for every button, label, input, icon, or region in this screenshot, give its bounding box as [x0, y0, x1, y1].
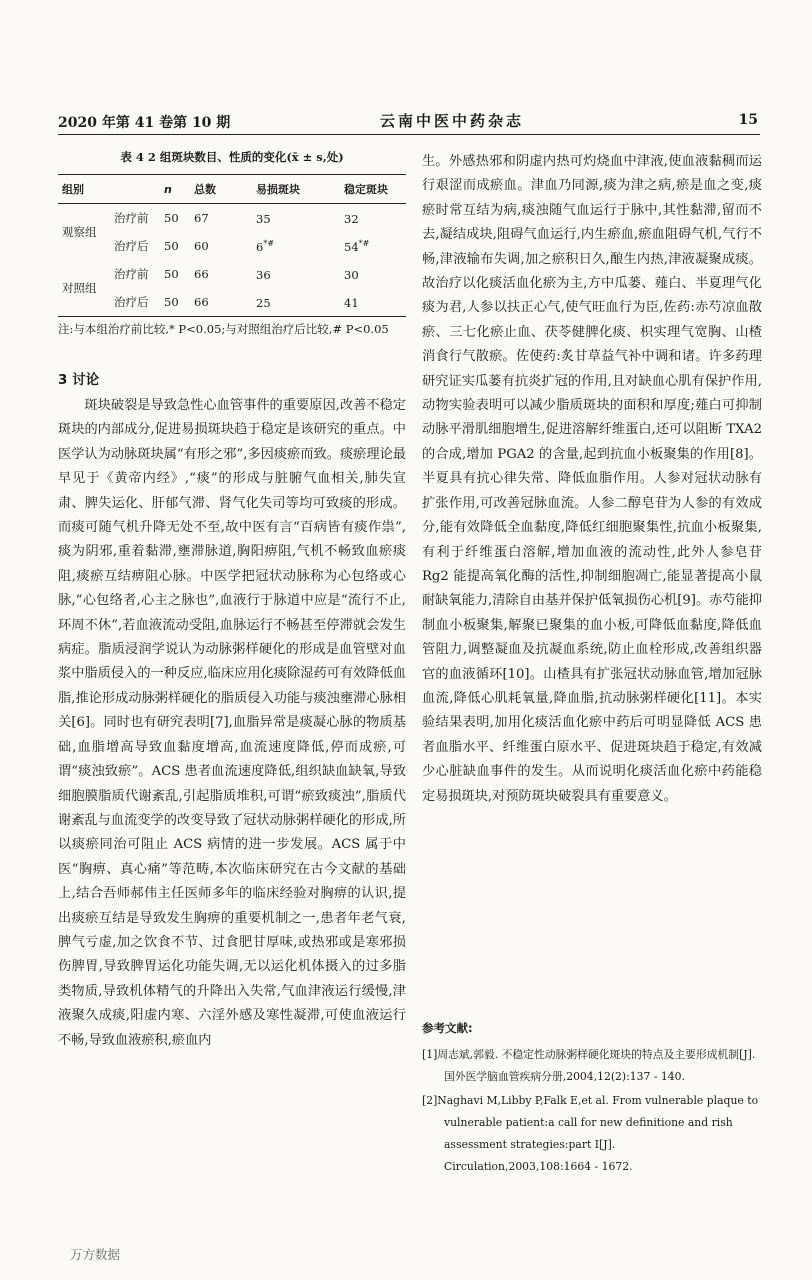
page-number: 15 — [738, 112, 758, 128]
stable-cell: 54*# — [344, 238, 370, 254]
group-label: 对照组 — [62, 281, 97, 295]
vulnerable-cell: 35 — [256, 211, 271, 226]
n-cell: 50 — [164, 239, 179, 253]
n-cell: 50 — [164, 295, 179, 309]
header-rule — [58, 134, 760, 135]
reference-item: [1]周志斌,郭毅. 不稳定性动脉粥样硬化斑块的特点及主要形成机制[J]. 国外医学脑血管疾病分册,2004,12(2):137 - 140. — [422, 1048, 756, 1083]
running-header — [58, 110, 758, 134]
n-cell: 50 — [164, 267, 179, 281]
header-group: 组别 — [62, 183, 84, 196]
watermark: 万方数据 — [70, 1247, 121, 1262]
reference-item: [2]Naghavi M,Libby P,Falk E,et al. From vulnerable plaque to vulnerable patient:a call for new definitione and rish assessment strategies:part Ⅰ[J]. Circulation,2003,108:1664 - 1672. — [422, 1094, 759, 1173]
discussion-text-right: 生。外感热邪和阴虚内热可灼烧血中津液,使血液黏稠而运行艰涩而成瘀血。津血乃同源,痰为津之病,瘀是血之变,痰瘀时常互结为病,痰浊随气血运行于脉中,其性黏滞,留而不去,凝结成块,阻碍气血运行,内生瘀血,瘀血阻碍气机,气行不畅,津液输布失调,加之瘀积日久,酿生内热,津液凝聚成痰。故治疗以化痰活血化瘀为主,方中瓜蒌、薤白、半夏理气化痰为君,人参以扶正心气,使气旺血行为臣,佐药:赤芍凉血散瘀、三七化瘀止血、茯苓健脾化痰、枳实理气宽胸、山楂消食行气散瘀。佐使药:炙甘草益气补中调和诸。许多药理研究证实瓜蒌有抗炎扩冠的作用,且对缺血心肌有保护作用,动物实验表明可以减少脂质斑块的面积和厚度;薤白可抑制动脉平滑肌细胞增生,促进溶解纤维蛋白,还可以阻断 TXA2 的合成,增加 PGA2 的含量,起到抗血小板聚集的作用[8]。半夏具有抗心律失常、降低血脂作用。人参对冠状动脉有扩张作用,可改善冠脉血流。人参二醇皂苷为人参的有效成分,能有效降低全血黏度,降低红细胞聚集性,抗血小板聚集,有利于纤维蛋白溶解,增加血液的流动性,此外人参皂苷 Rg2 能提高氧化酶的活性,抑制细胞凋亡,能显著提高小鼠耐缺氧能力,清除自由基并保护低氧损伤心机[9]。赤芍能抑制血小板聚集,解聚已聚集的血小板,可降低血黏度,降低血管阻力,调整凝血及抗凝血系统,防止血栓形成,改善组织器官的血液循环[10]。山楂具有扩张冠状动脉血管,增加冠脉血流,降低心肌耗氧量,降血脂,抗动脉粥样硬化[11]。本实验结果表明,加用化痰活血化瘀中药后可明显降低 ACS 患者血脂水平、纤维蛋白原水平、促进斑块趋于稳定,有效减少心脏缺血事件的发生。从而说明化痰活血化瘀中药能稳定易损斑块,对预防斑块破裂具有重要意义。 — [422, 154, 762, 804]
table-row — [58, 288, 406, 317]
group-label: 观察组 — [62, 225, 97, 239]
table-title: 表 4 2 组斑块数目、性质的变化(x̄ ± s,处) — [120, 150, 344, 164]
stage-cell: 治疗前 — [114, 211, 149, 225]
vulnerable-cell: 25 — [256, 295, 271, 310]
total-cell: 60 — [194, 239, 209, 253]
discussion-text-left: 斑块破裂是导致急性心血管事件的重要原因,改善不稳定斑块的内部成分,促进易损斑块趋于稳定是该研究的重点。中医学认为动脉斑块属“有形之邪”,多因痰瘀而致。痰瘀理论最早见于《黄帝内经》,“痰”的形成与脏腑气血相关,肺失宣肃、脾失运化、肝郁气滞、肾气化失司等均可致痰的形成。而痰可随气机升降无处不至,故中医有言“百病皆有痰作祟”,痰为阴邪,重着黏滞,壅滞脉道,胸阳痹阻,气机不畅致血瘀痰阻,痰瘀互结痹阻心脉。中医学把冠状动脉称为心包络或心脉,“心包络者,心主之脉也”,血液行于脉道中应是“流行不止,环周不休”,若血液流动受阻,血脉运行不畅甚至停滞就会发生病症。脂质浸润学说认为动脉粥样硬化的形成是血管壁对血浆中脂质侵入的一种反应,临床应用化痰除湿药可有效降低血脂,推论形成动脉粥样硬化的脂质侵入功能与痰浊壅滞心脉相关[6]。同时也有研究表明[7],血脂异常是痰凝心脉的物质基础,血脂增高导致血黏度增高,血流速度降低,停而成瘀,可谓“痰浊致瘀”。ACS 患者血流速度降低,组织缺血缺氧,导致细胞膜脂质代谢紊乱,引起脂质堆积,可谓“瘀致痰浊”,脂质代谢紊乱与血流变学的改变导致了冠状动脉粥样硬化的形成,所以痰瘀同治可阻止 ACS 病情的进一步发展。ACS 属于中医“胸痹、真心痛”等范畴,本次临床研究在古今文献的基础上,结合吾师郝伟主任医师多年的临床经验对胸痹的认识,提出痰瘀互结是导致发生胸痹的重要机制之一,患者年老气衰,脾气亏虚,加之饮食不节、过食肥甘厚味,或热邪或是寒邪损伤脾胃,导致脾胃运化功能失调,无以运化机体摄入的过多脂类物质,导致机体精气的升降出入失常,气血津液运行缓慢,津液聚久成痰,阳虚内寒、六淫外感及寒性凝滞,可使血液运行不畅,导致血液瘀积,瘀血内 — [58, 398, 406, 1048]
total-cell: 66 — [194, 295, 209, 309]
vulnerable-cell: 36 — [256, 267, 271, 282]
header-vulnerable: 易损斑块 — [256, 183, 300, 196]
total-cell: 67 — [194, 211, 209, 225]
table-row — [58, 260, 406, 288]
plaque-table — [58, 174, 406, 317]
header-stable: 稳定斑块 — [344, 183, 388, 196]
n-cell: 50 — [164, 211, 179, 225]
header-stage — [110, 175, 160, 204]
table-row — [58, 232, 406, 260]
header-n: n — [164, 182, 172, 196]
stable-cell: 32 — [344, 211, 359, 226]
header-total: 总数 — [194, 183, 216, 196]
table-row — [58, 204, 406, 233]
stage-cell: 治疗后 — [114, 239, 149, 253]
references-heading: 参考文献: — [422, 1021, 473, 1035]
reference-list — [422, 1044, 762, 1180]
issue-info: 2020 年第 41 卷第 10 期 — [58, 115, 231, 131]
table-note: 注:与本组治疗前比较,* P<0.05;与对照组治疗后比较,# P<0.05 — [58, 322, 389, 336]
stable-cell: 41 — [344, 295, 359, 310]
stage-cell: 治疗前 — [114, 267, 149, 281]
section-heading: 3 讨论 — [58, 372, 100, 388]
journal-title: 云南中医中药杂志 — [380, 112, 525, 130]
stable-cell: 30 — [344, 267, 359, 282]
stage-cell: 治疗后 — [114, 295, 149, 309]
total-cell: 66 — [194, 267, 209, 281]
vulnerable-cell: 6*# — [256, 238, 275, 254]
table-header-row — [58, 175, 406, 204]
